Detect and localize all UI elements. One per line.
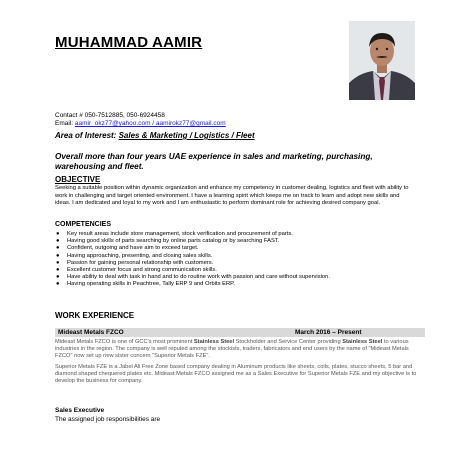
portrait-image [349,21,415,100]
company-paragraph-1: Mideast Metals FZCO is one of GCC's most prominent Stainless Steel Stockholder and Service Center providing Stainless Steel to various industries in the region. The company is well reputed among the stockists, traders, fabricators and end users by the name of "Mideast Metals FZCO" now set up new sister concern "Superior Metals FZE". [55,339,409,360]
competencies-heading: COMPETENCIES [55,221,112,228]
bullet-icon: ● [56,259,60,266]
area-of-interest [55,131,255,140]
aoi-value: Sales & Marketing / Logistics / Fleet [118,131,255,140]
list-item: ● Having operating skills in Peachtree, Tally ERP 9 and Orbits ERP. [56,281,235,288]
email-line [55,120,226,128]
job-dates: March 2016 – Present [295,329,362,336]
list-item: ● Excellent customer focus and strong communication skills. [56,267,217,274]
list-item: ● Having good skills of parts searching by online parts catalog or by searching FAST. [56,238,280,245]
email-links[interactable]: aamir_okz77@yahoo.com / aamirokz77@gmail.com [74,120,226,127]
company-name: Mideast Metals FZCO [58,329,124,336]
bullet-icon: ● [56,252,60,259]
bullet-icon: ● [56,274,60,281]
work-experience-heading: WORK EXPERIENCE [55,311,135,320]
list-item: ● Having approaching, presenting, and closing sales skills. [56,252,213,259]
bullet-icon: ● [56,245,60,252]
bullet-icon: ● [56,281,60,288]
list-item: ● Key result areas include store management, stock verification and procurement of parts. [56,231,293,237]
contact-block [55,112,226,128]
bullet-icon: ● [56,238,60,245]
company-paragraph-2: Superior Metals FZE is a Jabel Ali Free Zone based company dealing in Aluminum products like sheets, coils, plates, stucco sheets, 5 bar and diamond shaped chequered plates etc. Mideast Metals FZCO assigned me as a Sales Executive for Superior Metals FZE and my objective is to develop the business for company. [55,363,417,385]
list-item: ● Have ability to deal with task in hand and to do routine work with passion and care without supervision. [56,274,330,281]
role-title: Sales Executive [55,407,105,414]
list-item: ● Confident, outgoing and have aim to exceed target. [56,245,199,252]
role-intro: The assigned job responsibilities are [55,416,161,423]
bullet-icon: ● [56,267,60,274]
email-label: Email: [55,120,75,127]
objective-text: Seeking a suitable position within dynamic organization and enhance my competency in customer dealing, logistics and fleet with ability to work in challenging and target oriented environment. I have a learning spirit which keeps me on track to learn and adopt new skills and ideas. I am dedicated and loyal to my work and I am enthusiastic to perform dominant role for achieving desired company goal. [55,185,409,206]
objective-heading: OBJECTIVE [55,175,101,184]
competencies-list [55,231,425,289]
aoi-label: Area of Interest: [55,131,119,140]
candidate-name: MUHAMMAD AAMIR [55,34,203,51]
bullet-icon: ● [56,231,60,237]
phone-line: Contact # 050-7512885, 050-6924458 [55,112,165,119]
profile-photo [349,21,415,100]
company-description [55,339,425,385]
summary-headline: Overall more than four years UAE experience in sales and marketing, purchasing, warehousing and fleet. [55,152,373,171]
list-item: ● Passion for gaining personal relationship with customers. [56,259,214,266]
